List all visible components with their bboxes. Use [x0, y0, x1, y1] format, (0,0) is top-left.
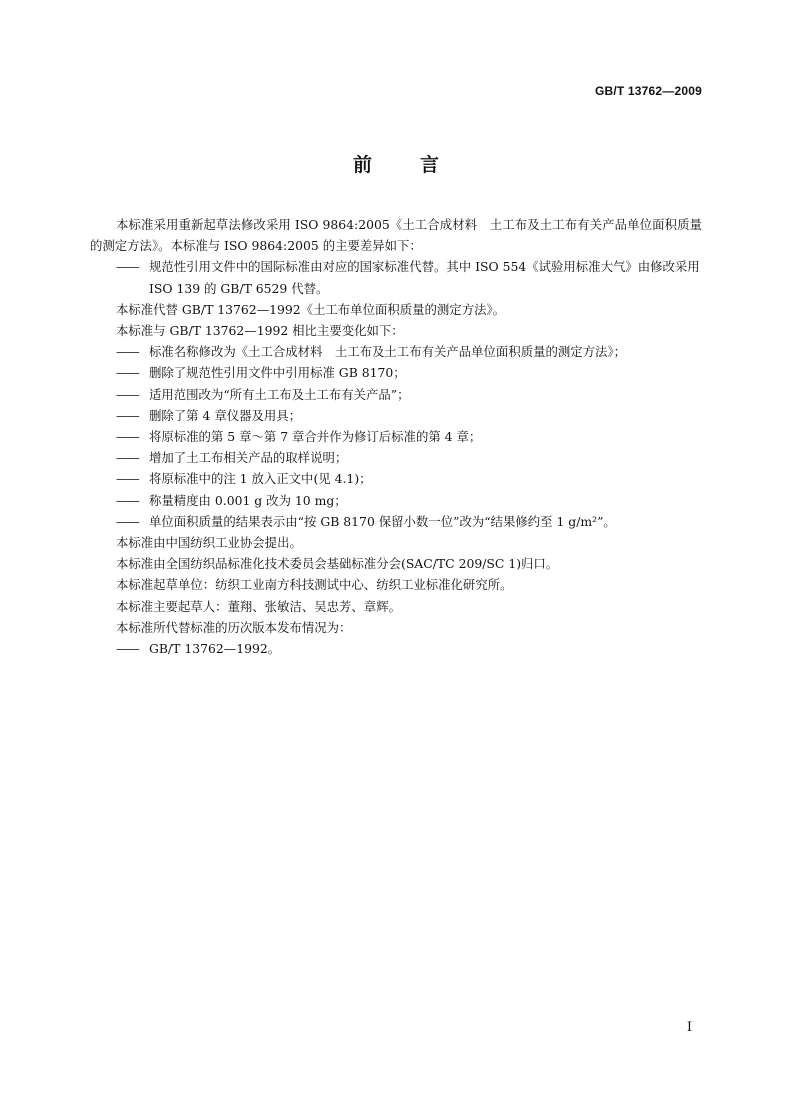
dash-mark: —— — [116, 344, 139, 360]
change-item — [90, 490, 702, 511]
paragraph-replaces: 本标准代替 GB/T 13762—1992《土工布单位面积质量的测定方法》。 — [116, 301, 506, 317]
history-text: GB/T 13762—1992。 — [149, 641, 281, 657]
paragraph-adoption: 本标准采用重新起草法修改采用 ISO 9864:2005《土工合成材料 土工布及土工布有关产品单位面积质量的测定方法》。本标准与 ISO 9864:2005 的主要差异如下： — [90, 217, 702, 254]
dash-mark: —— — [116, 492, 139, 508]
change-item — [90, 447, 702, 468]
foreword-body — [90, 214, 702, 659]
change-text: 适用范围改为“所有土工布及土工布有关产品”； — [149, 386, 410, 402]
dash-mark: —— — [116, 429, 139, 445]
change-item — [90, 426, 702, 447]
standard-number: GB/T 13762—2009 — [594, 84, 702, 98]
dash-mark: —— — [116, 407, 139, 423]
paragraph-committee: 本标准由全国纺织品标准化技术委员会基础标准分会(SAC/TC 209/SC 1)归口。 — [116, 556, 559, 572]
paragraph-changes-intro: 本标准与 GB/T 13762—1992 相比主要变化如下： — [116, 323, 404, 339]
change-text: 标准名称修改为《土工合成材料 土工布及土工布有关产品单位面积质量的测定方法》； — [149, 344, 627, 360]
change-text: 增加了土工布相关产品的取样说明； — [149, 450, 348, 466]
change-item — [90, 341, 702, 362]
dash-mark: —— — [116, 450, 139, 466]
dash-mark: —— — [116, 365, 139, 381]
title-char-2: 言 — [420, 154, 440, 176]
change-text: 将原标准中的注 1 放入正文中(见 4.1)； — [149, 471, 372, 487]
dash-mark: —— — [116, 471, 139, 487]
title-char-1: 前 — [352, 154, 372, 176]
page-title — [0, 150, 792, 177]
dash-mark: —— — [116, 641, 139, 657]
change-item — [90, 511, 702, 532]
change-text: 单位面积质量的结果表示由“按 GB 8170 保留小数一位”改为“结果修约至 1 g/m²”。 — [149, 513, 616, 529]
dash-mark: —— — [116, 513, 139, 529]
history-item — [90, 638, 702, 659]
difference-text: 规范性引用文件中的国际标准由对应的国家标准代替。其中 ISO 554《试验用标准大气》由修改采用 ISO 139 的 GB/T 6529 代替。 — [149, 259, 700, 296]
paragraph-proposer: 本标准由中国纺织工业协会提出。 — [116, 535, 302, 551]
page-number: I — [686, 1020, 692, 1035]
dash-mark: —— — [116, 386, 139, 402]
change-text: 删除了规范性引用文件中引用标准 GB 8170； — [149, 365, 406, 381]
change-text: 称量精度由 0.001 g 改为 10 mg； — [149, 492, 347, 508]
change-item — [90, 362, 702, 383]
change-text: 将原标准的第 5 章～第 7 章合并作为修订后标准的第 4 章； — [149, 429, 482, 445]
difference-item — [90, 256, 702, 298]
change-item — [90, 468, 702, 489]
paragraph-drafters: 本标准主要起草人：董翔、张敏洁、吴忠芳、章辉。 — [116, 598, 401, 614]
dash-mark: —— — [116, 259, 139, 275]
change-item — [90, 405, 702, 426]
paragraph-history-intro: 本标准所代替标准的历次版本发布情况为： — [116, 619, 352, 635]
paragraph-drafting-units: 本标准起草单位：纺织工业南方科技测试中心、纺织工业标准化研究所。 — [116, 577, 513, 593]
change-item — [90, 384, 702, 405]
change-text: 删除了第 4 章仪器及用具； — [149, 407, 302, 423]
